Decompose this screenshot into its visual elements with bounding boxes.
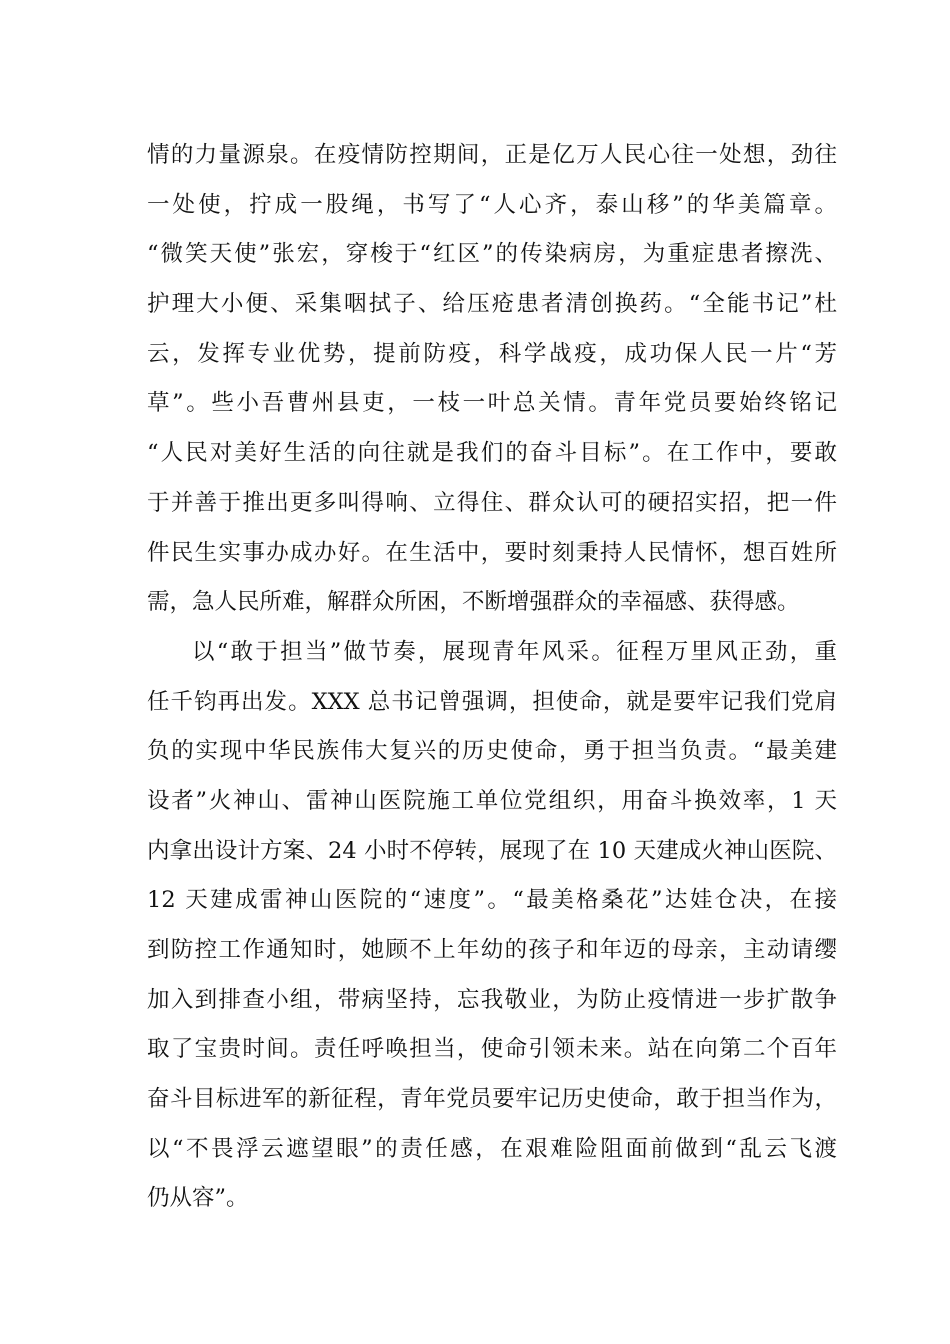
paragraph-2-line-11: 以“不畏浮云遮望眼”的责任感，在艰难险阻面前做到“乱云飞渡 bbox=[147, 1135, 837, 1162]
paragraph-1-line-6: 草”。些小吾曹州县吏，一枝一叶总关情。青年党员要始终铭记 bbox=[147, 390, 837, 417]
paragraph-2-line-1: 以“敢于担当”做节奏，展现青年风采。征程万里风正劲，重 bbox=[192, 638, 837, 665]
paragraph-1-line-5: 云，发挥专业优势，提前防疫，科学战疫，成功保人民一片“芳 bbox=[147, 340, 837, 367]
paragraph-2-line-4: 设者”火神山、雷神山医院施工单位党组织，用奋斗换效率，1 天 bbox=[147, 787, 837, 814]
paragraph-2-line-8: 加入到排查小组，带病坚持，忘我敬业，为防止疫情进一步扩散争 bbox=[147, 986, 837, 1013]
paragraph-1-line-2: 一处使，拧成一股绳，书写了“人心齐，泰山移”的华美篇章。 bbox=[147, 191, 837, 218]
paragraph-1-line-7: “人民对美好生活的向往就是我们的奋斗目标”。在工作中，要敢 bbox=[147, 440, 837, 467]
paragraph-1-line-3: “微笑天使”张宏，穿梭于“红区”的传染病房，为重症患者擦洗、 bbox=[147, 241, 837, 268]
paragraph-2-line-2: 任千钧再出发。XXX 总书记曾强调，担使命，就是要牢记我们党肩 bbox=[147, 688, 837, 715]
paragraph-1-line-4: 护理大小便、采集咽拭子、给压疮患者清创换药。“全能书记”杜 bbox=[147, 291, 837, 318]
paragraph-2-line-7: 到防控工作通知时，她顾不上年幼的孩子和年迈的母亲，主动请缨 bbox=[147, 937, 837, 963]
paragraph-2-line-5: 内拿出设计方案、24 小时不停转，展现了在 10 天建成火神山医院、 bbox=[147, 837, 837, 864]
paragraph-1-line-8: 于并善于推出更多叫得响、立得住、群众认可的硬招实招，把一件 bbox=[147, 489, 837, 516]
paragraph-1-line-9: 件民生实事办成办好。在生活中，要时刻秉持人民情怀，想百姓所 bbox=[147, 539, 837, 566]
paragraph-2-line-10: 奋斗目标进军的新征程，青年党员要牢记历史使命，敢于担当作为， bbox=[147, 1086, 837, 1113]
paragraph-2-line-9: 取了宝贵时间。责任呼唤担当，使命引领未来。站在向第二个百年 bbox=[147, 1036, 837, 1063]
paragraph-2-line-3: 负的实现中华民族伟大复兴的历史使命，勇于担当负责。“最美建 bbox=[147, 738, 837, 765]
paragraph-2-line-6: 12 天建成雷神山医院的“速度”。“最美格桑花”达娃仓决，在接 bbox=[147, 887, 837, 914]
paragraph-1-line-1: 情的力量源泉。在疫情防控期间，正是亿万人民心往一处想，劲往 bbox=[147, 142, 837, 168]
paragraph-2-line-12: 仍从容”。 bbox=[147, 1185, 249, 1212]
paragraph-1-line-10: 需，急人民所难，解群众所困，不断增强群众的幸福感、获得感。 bbox=[147, 589, 800, 616]
document-body bbox=[147, 131, 837, 1224]
